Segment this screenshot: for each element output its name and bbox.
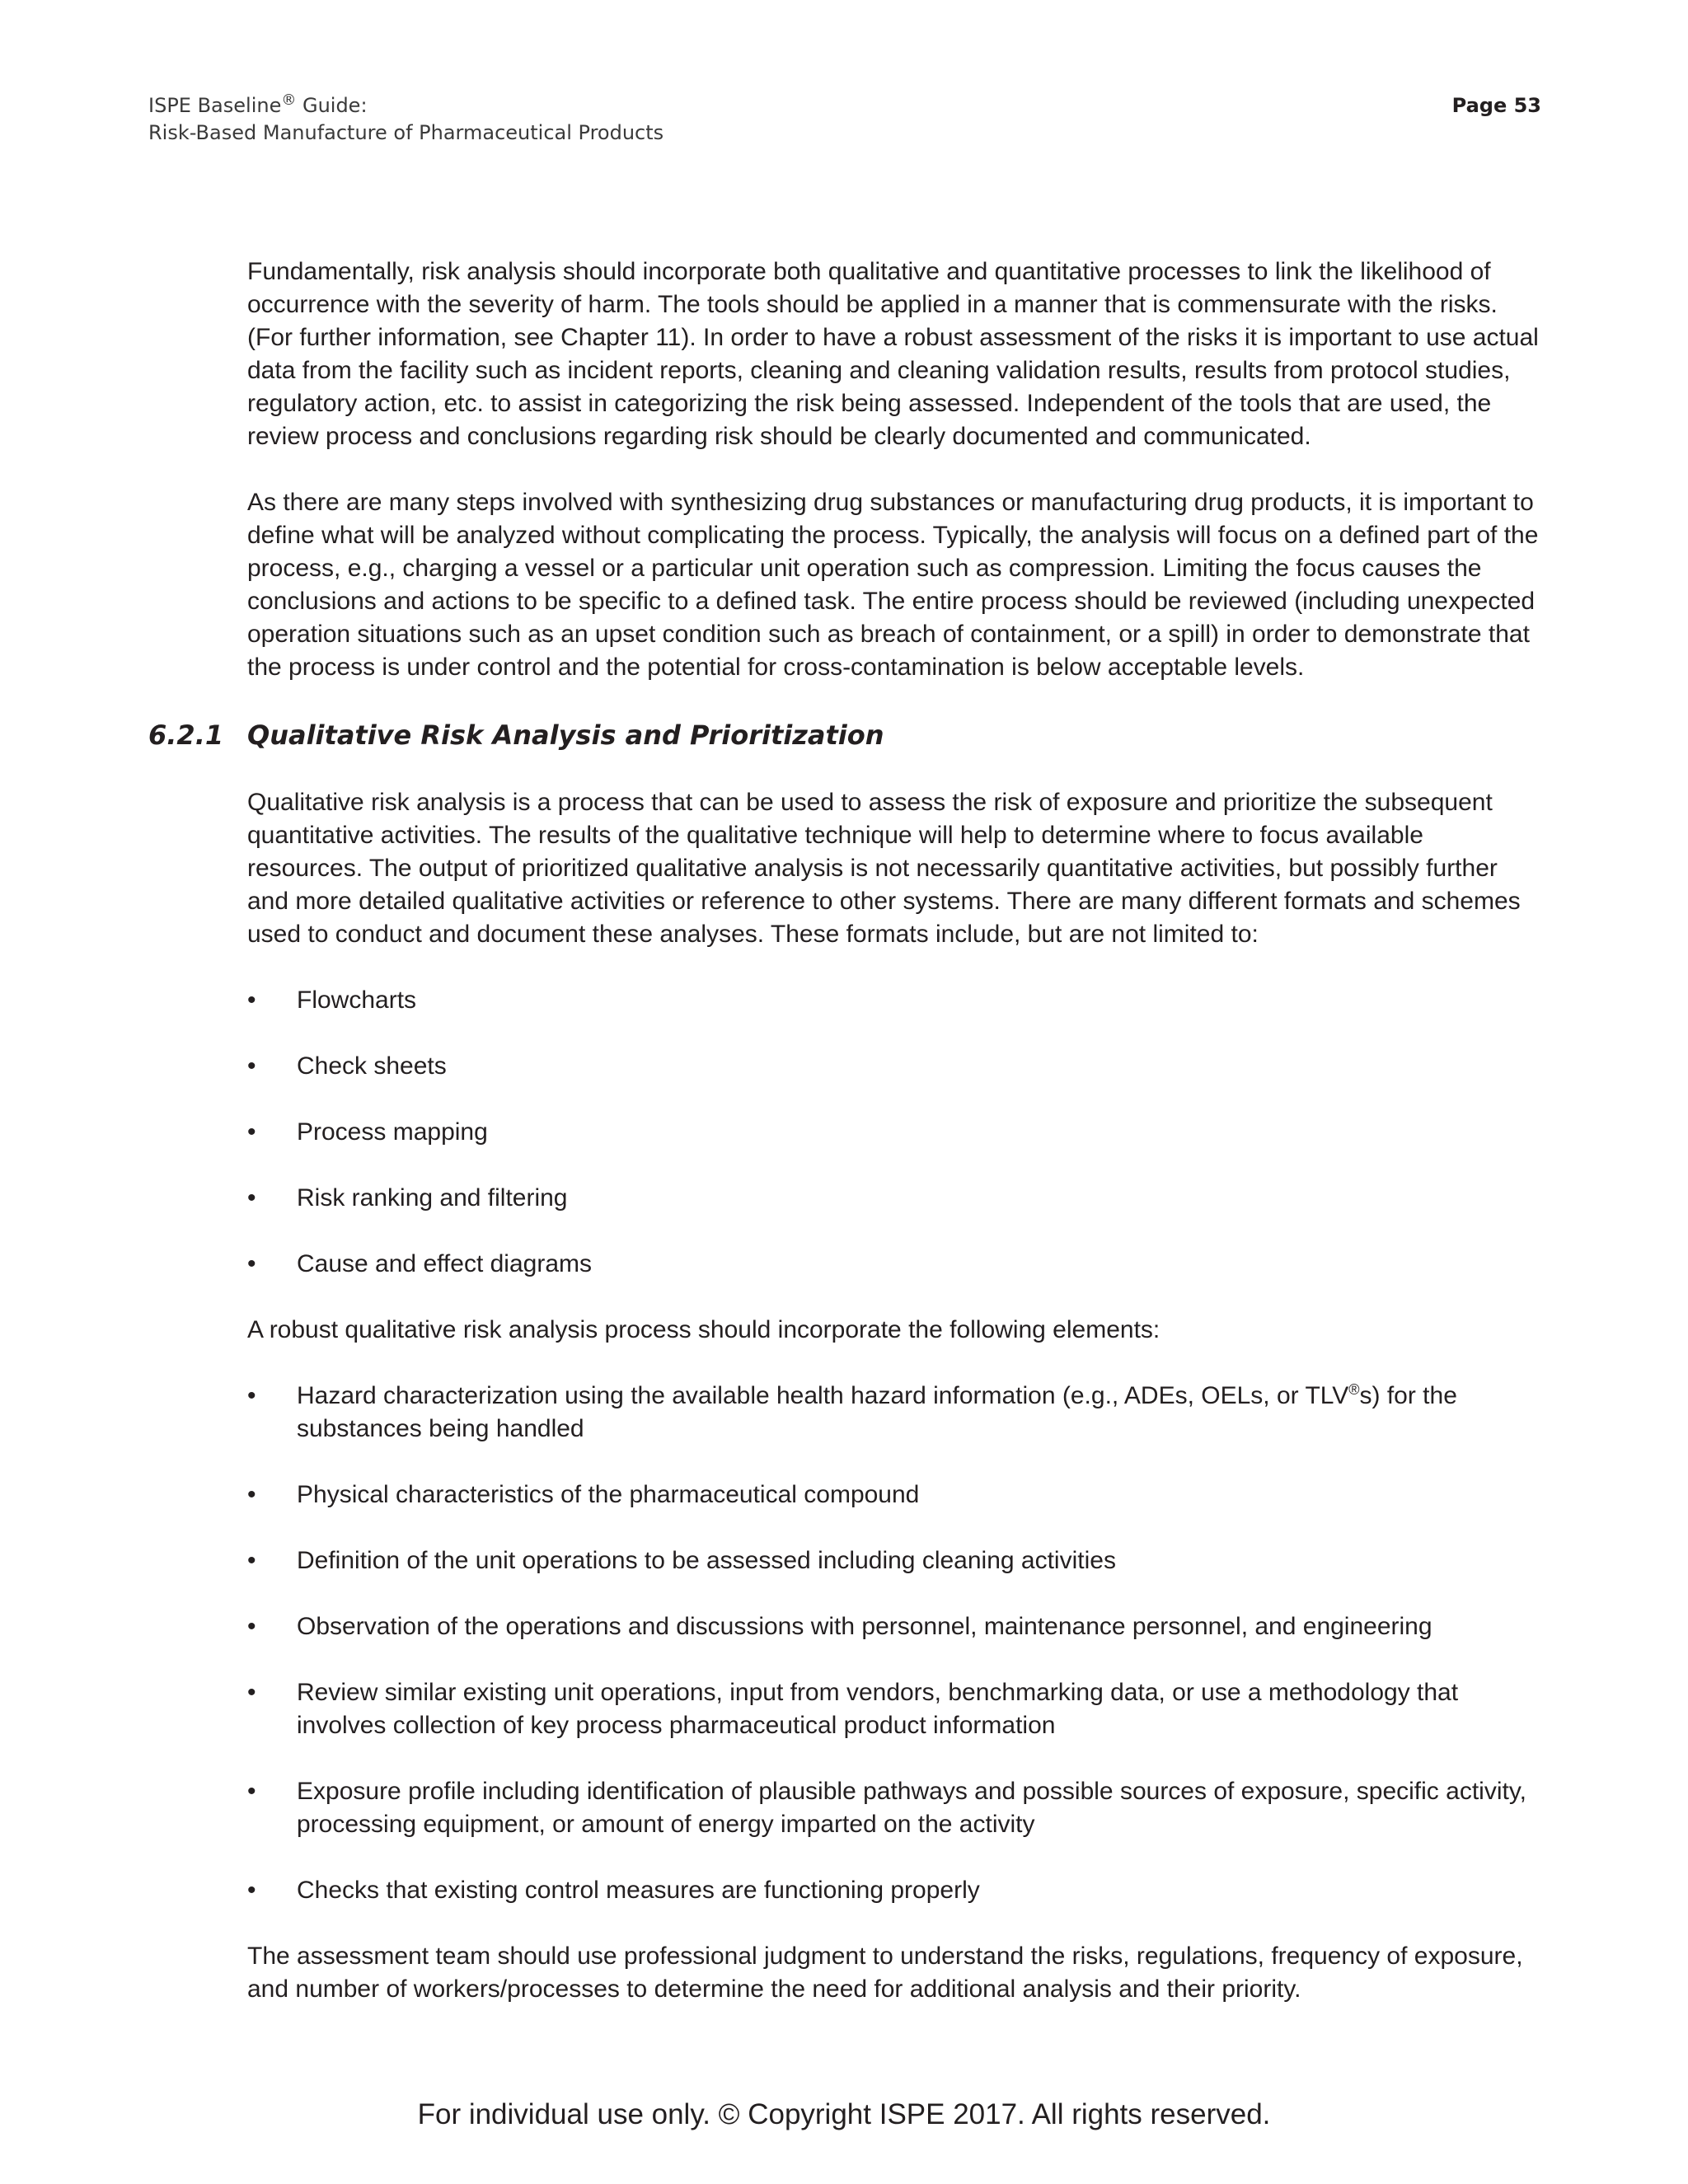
list-item: • Hazard characterization using the available health hazard information (e.g., ADEs, OELs, or TLV®s) for the substances being handled bbox=[247, 1381, 1457, 1442]
intro-paragraph-2: As there are many steps involved with synthesizing drug substances or manufacturing drug products, it is important to define what will be analyzed without complicating the process. Typically, the analysis will focus on a defined part of the process, e.g., charging a vessel or a particular unit operation such as compression. Limiting the focus causes the conclusions and actions to be specific to a defined task. The entire process should be reviewed (including unexpected operation situations such as an upset condition such as breach of containment, or a spill) in order to demonstrate that the process is under control and the potential for cross-contamination is below acceptable levels. bbox=[247, 489, 1539, 681]
intro-paragraph-1: Fundamentally, risk analysis should incorporate both qualitative and quantitative processes to link the likelihood of occurrence with the severity of harm. The tools should be applied in a manner that is commensurate with the risks. (For further information, see Chapter 11). In order to have a robust assessment of the risks it is important to use actual data from the facility such as incident reports, cleaning and cleaning validation results, results from protocol studies, regulatory action, etc. to assist in categorizing the risk being assessed. Independent of the tools that are used, the review process and conclusions regarding risk should be clearly documented and communicated. bbox=[247, 258, 1539, 450]
document-title-line-2: Risk-Based Manufacture of Pharmaceutical Products bbox=[148, 121, 664, 144]
list-item: • Flowcharts bbox=[247, 984, 1541, 1017]
bullet-icon: • bbox=[247, 1877, 256, 1904]
bullet-icon: • bbox=[247, 1547, 256, 1574]
page-header bbox=[148, 92, 1541, 147]
bullet-icon: • bbox=[247, 1184, 256, 1212]
bullet-icon: • bbox=[247, 1481, 256, 1508]
list-item: • Process mapping bbox=[247, 1116, 1541, 1149]
formats-list bbox=[247, 984, 1541, 1281]
section-paragraph-2: A robust qualitative risk analysis process should incorporate the following elements: bbox=[247, 1316, 1160, 1343]
bullet-icon: • bbox=[247, 1613, 256, 1640]
list-item: • Cause and effect diagrams bbox=[247, 1248, 1541, 1281]
document-title-line-1: ISPE Baseline® Guide: bbox=[148, 91, 368, 117]
section-heading bbox=[148, 717, 1541, 753]
list-item: • Observation of the operations and discussions with personnel, maintenance personnel, and engineering bbox=[247, 1610, 1541, 1643]
bullet-icon: • bbox=[247, 1250, 256, 1277]
list-item: • Risk ranking and filtering bbox=[247, 1182, 1541, 1215]
list-item: • Definition of the unit operations to be assessed including cleaning activities bbox=[247, 1544, 1541, 1577]
bullet-icon: • bbox=[247, 1052, 256, 1080]
list-item: • Check sheets bbox=[247, 1050, 1541, 1083]
section-number: 6.2.1 bbox=[148, 719, 224, 751]
bullet-icon: • bbox=[247, 1382, 256, 1409]
copyright-footer: For individual use only. © Copyright ISPE 2017. All rights reserved. bbox=[417, 2098, 1271, 2130]
page-number: Page 53 bbox=[1451, 94, 1541, 117]
bullet-icon: • bbox=[247, 1118, 256, 1146]
list-item: • Physical characteristics of the pharmaceutical compound bbox=[247, 1479, 1541, 1511]
list-item: • Exposure profile including identification of plausible pathways and possible sources of exposure, specific activity, processing equipment, or amount of energy imparted on the activity bbox=[247, 1775, 1541, 1841]
bullet-icon: • bbox=[247, 1679, 256, 1706]
list-item: • Checks that existing control measures are functioning properly bbox=[247, 1874, 1541, 1907]
page-body bbox=[148, 255, 1541, 2039]
section-title: Qualitative Risk Analysis and Prioritization bbox=[247, 719, 884, 751]
bullet-icon: • bbox=[247, 987, 256, 1014]
bullet-icon: • bbox=[247, 1778, 256, 1805]
closing-paragraph: The assessment team should use professional judgment to understand the risks, regulations, frequency of exposure, and number of workers/processes to determine the need for additional analysis and their priority. bbox=[247, 1943, 1523, 2003]
section-paragraph-1: Qualitative risk analysis is a process that can be used to assess the risk of exposure and prioritize the subsequent quantitative activities. The results of the qualitative technique will help to determine where to focus available resources. The output of prioritized qualitative analysis is not necessarily quantitative activities, but possibly further and more detailed qualitative activities or reference to other systems. There are many different formats and schemes used to conduct and document these analyses. These formats include, but are not limited to: bbox=[247, 789, 1521, 948]
list-item: • Review similar existing unit operations, input from vendors, benchmarking data, or use a methodology that involves collection of key process pharmaceutical product information bbox=[247, 1676, 1541, 1742]
elements-list bbox=[247, 1380, 1541, 1907]
